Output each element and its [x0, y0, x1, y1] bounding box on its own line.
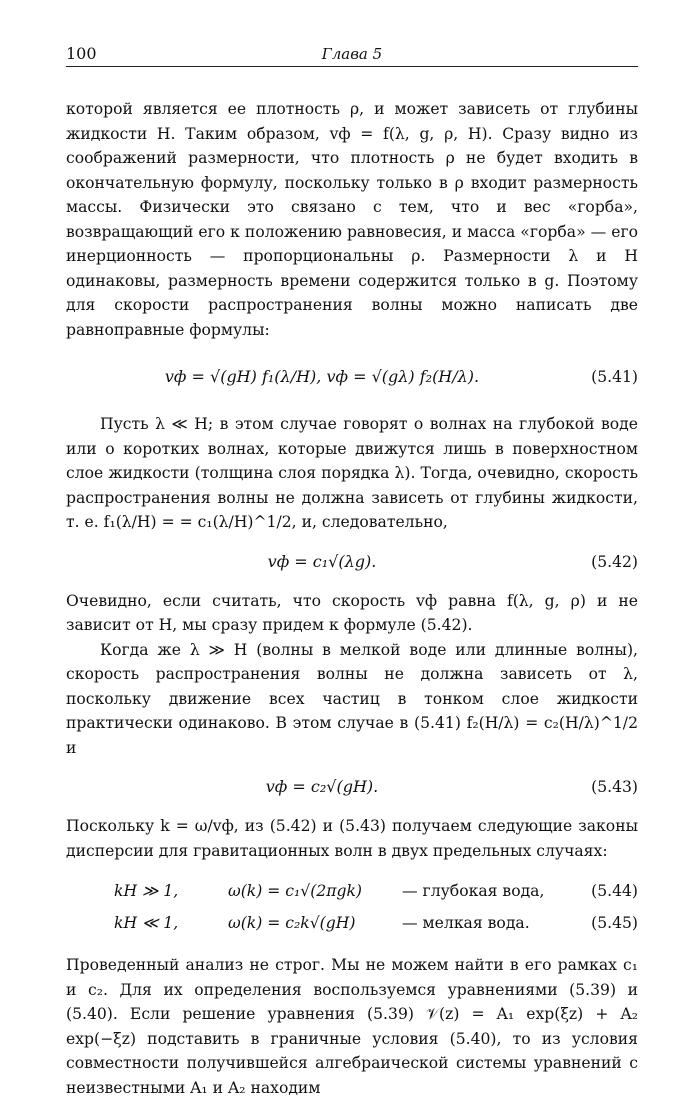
equation-number: (5.44) — [591, 882, 638, 900]
equation-formula: vф = c₁√(λg). — [267, 551, 377, 571]
limit-condition: kH ≫ 1, — [114, 882, 179, 900]
paragraph-2: Пусть λ ≪ H; в этом случае говорят о волнах на глубокой воде или о коротких волнах, которые движутся лишь в поверхностном слое жидкости (толщина слоя порядка λ). Тогда, очевидно, скорость распространения волны не должна зависеть от глубины жидкости, т. е. f₁(λ/H) = = c₁(λ/H)^1/2, и, следовательно, — [66, 415, 638, 531]
equation-number: (5.43) — [591, 777, 638, 796]
paragraph-3: Очевидно, если считать, что скорость vф равна f(λ, g, ρ) и не зависит от H, мы сразу придем к формуле (5.42). — [66, 591, 638, 634]
running-header — [66, 38, 638, 67]
page-number: 100 — [66, 44, 97, 63]
paragraph-6: Проведенный анализ не строг. Мы не можем найти в его рамках c₁ и c₂. Для их определения воспользуемся уравнениями (5.39) и (5.40). Если решение уравнения (5.39) 𝒱(z) = A₁ exp(ξz) + A₂ exp(−ξz) подставить в граничные условия (5.40), то из условия совместности получившейся алгебраической системы уравнений с неизвестными A₁ и A₂ находим — [66, 956, 638, 1097]
equation-5-42 — [66, 535, 638, 589]
paragraph-4: Когда же λ ≫ H (волны в мелкой воде или длинные волны), скорость распространения волны не должна зависеть от λ, поскольку движение всех частиц в тонком слое жидкости практически одинаково. В этом случае в (5.41) f₂(H/λ) = c₂(H/λ)^1/2 и — [66, 640, 638, 757]
regime-description: — глубокая вода, — [402, 882, 545, 900]
equation-5-44 — [66, 875, 638, 907]
equation-formula: vф = c₂√(gH). — [265, 776, 379, 796]
equation-number: (5.45) — [591, 914, 638, 932]
dispersion-law: ω(k) = c₂k√(gH) — [228, 914, 356, 932]
main-text — [66, 97, 638, 1100]
paragraph-1: которой является ее плотность ρ, и может зависеть от глубины жидкости H. Таким образом, vф = f(λ, g, ρ, H). Сразу видно из соображений размерности, что плотность ρ не будет входить в окончательную формулу, поскольку только в ρ входит размерность массы. Физически это связано с тем, что и вес «горба», возвращающий его к положению равновесия, и масса «горба» — его инерционность — пропорциональны ρ. Размерности λ и H одинаковы, размерность времени содержится только в g. Поэтому для скорости распространения волны можно написать две равноправные формулы: — [66, 100, 638, 339]
page — [66, 38, 638, 1100]
chapter-title: Глава 5 — [321, 45, 383, 63]
equation-5-41 — [66, 342, 638, 412]
equation-5-43 — [66, 760, 638, 814]
dispersion-law: ω(k) = c₁√(2πgk) — [228, 882, 363, 900]
paragraph-5: Поскольку k = ω/vф, из (5.42) и (5.43) получаем следующие законы дисперсии для гравитационных волн в двух предельных случаях: — [66, 817, 638, 860]
equation-formula: vф = √(gH) f₁(λ/H), vф = √(gλ) f₂(H/λ). — [164, 366, 480, 386]
equation-number: (5.42) — [591, 552, 638, 571]
limit-condition: kH ≪ 1, — [114, 914, 179, 932]
dispersion-laws — [66, 875, 638, 939]
equation-number: (5.41) — [591, 367, 638, 386]
regime-description: — мелкая вода. — [402, 914, 530, 932]
equation-5-45 — [66, 907, 638, 939]
